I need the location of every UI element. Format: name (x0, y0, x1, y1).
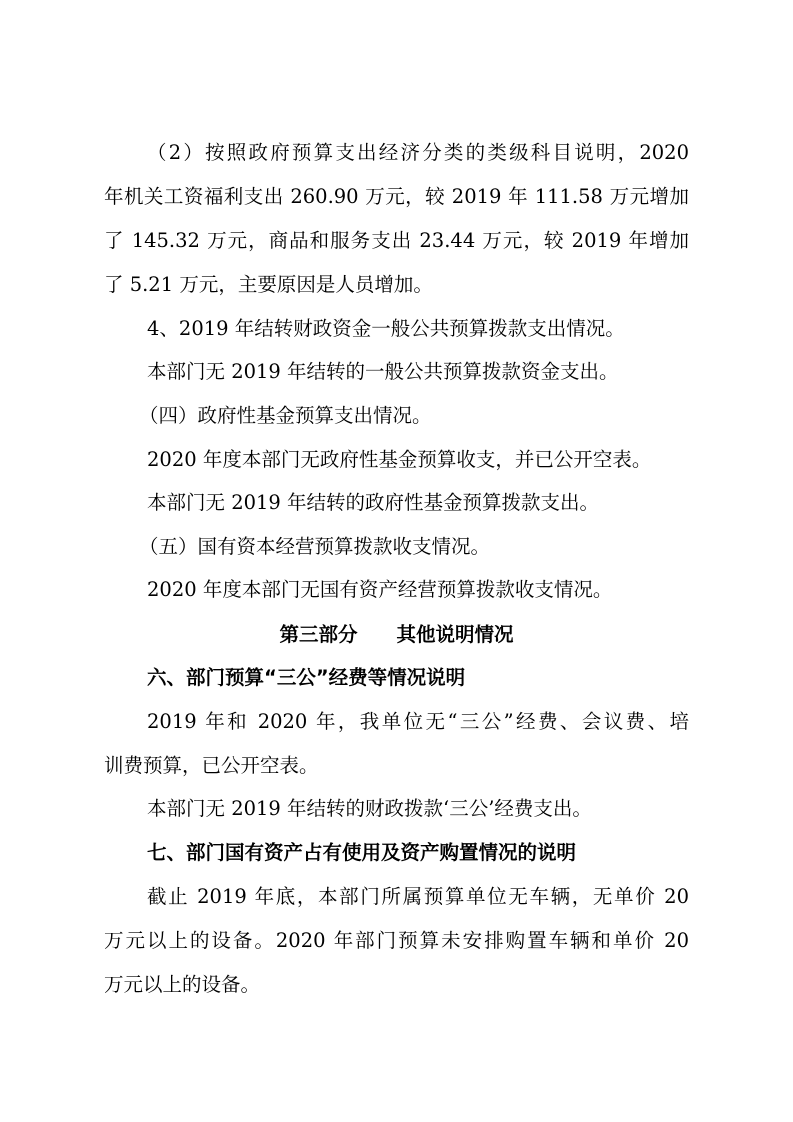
section-item-4: 4、2019 年结转财政资金一般公共预算拨款支出情况。 (147, 317, 625, 340)
paragraph-line-9: 本部门无 2019 年结转的政府性基金预算拨款支出。 (147, 491, 600, 514)
section-heading-6: 六、部门预算“三公”经费等情况说明 (147, 666, 466, 689)
paragraph-line-16: 本部门无 2019 年结转的财政拨款‘三公’经费支出。 (147, 797, 592, 820)
paragraph-line-2: 年机关工资福利支出 260.90 万元，较 2019 年 111.58 万元增加 (104, 185, 689, 208)
paragraph-line-8: 2020 年度本部门无政府性基金预算收支，并已公开空表。 (147, 448, 652, 471)
paragraph-line-4: 了 5.21 万元，主要原因是人员增加。 (104, 273, 433, 296)
paragraph-line-11: 2020 年度本部门无国有资产经营预算拨款收支情况。 (147, 578, 613, 601)
part-three-heading: 第三部分 其他说明情况 (279, 623, 514, 646)
subsection-heading-4: （四）政府性基金预算支出情况。 (139, 404, 432, 427)
paragraph-line-19: 万元以上的设备。2020 年部门预算未安排购置车辆和单价 20 (104, 929, 689, 952)
paragraph-line-1: （2）按照政府预算支出经济分类的类级科目说明，2020 (147, 141, 689, 164)
paragraph-line-6: 本部门无 2019 年结转的一般公共预算拨款资金支出。 (147, 360, 619, 383)
paragraph-line-20: 万元以上的设备。 (104, 973, 261, 996)
paragraph-line-15: 训费预算，已公开空表。 (104, 754, 319, 777)
section-heading-7: 七、部门国有资产占有使用及资产购置情况的说明 (147, 841, 577, 864)
paragraph-line-3: 了 145.32 万元，商品和服务支出 23.44 万元，较 2019 年增加 (104, 229, 689, 252)
paragraph-line-18: 截止 2019 年底，本部门所属预算单位无车辆，无单价 20 (147, 885, 689, 908)
subsection-heading-5: （五）国有资本经营预算拨款收支情况。 (139, 535, 491, 558)
paragraph-line-14: 2019 年和 2020 年，我单位无“三公”经费、会议费、培 (147, 710, 689, 733)
